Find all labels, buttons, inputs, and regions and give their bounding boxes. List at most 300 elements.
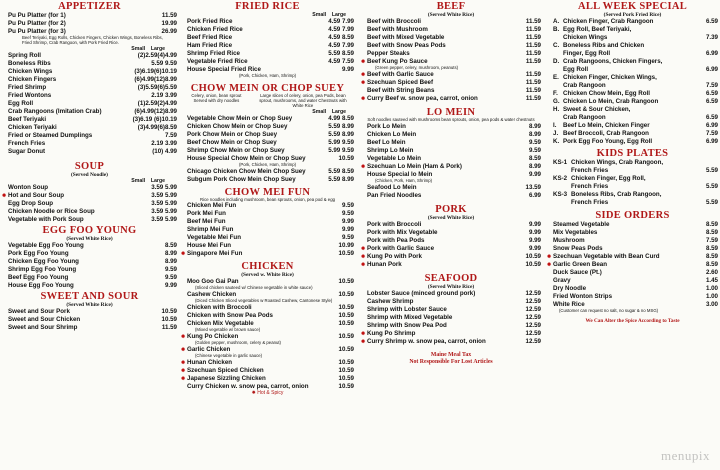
item-name: French Fries — [571, 167, 609, 174]
item-name: Boneless Ribs, Crab Rangoon, — [571, 191, 662, 198]
menu-item — [361, 18, 541, 26]
item-name: House Special lo Mein — [367, 170, 433, 178]
item-price: 9.59 — [341, 234, 354, 242]
item-name: Beef with Broccoli — [367, 18, 421, 25]
beef-subtitle: (Served White Rice) — [427, 12, 475, 18]
item-name: Pu Pu Platter (for 1) — [8, 12, 66, 19]
chow-mei-fun-note: Rice noodles including mushroom, bean sprouts, onion, pea pod & egg — [200, 196, 335, 202]
item-name: Shrimp Chow Mein or Chop Suey — [187, 146, 285, 154]
item-note: (Mixed vegetable w/ brown sauce) — [195, 327, 261, 333]
egg-foo-young-subtitle: (Served White Rice) — [66, 235, 113, 242]
item-price: 2.19 3.99 — [151, 91, 177, 99]
item-name: Pork Lo Mein — [367, 122, 406, 130]
item-name: Sweet and Sour Pork — [8, 307, 70, 315]
menu-item — [361, 298, 541, 306]
item-price: 10.59 — [525, 260, 541, 268]
item-name: Shrimp with Mixed Vegetable — [367, 313, 453, 321]
menu-item — [547, 293, 718, 301]
item-name: Pork Fried Rice — [187, 18, 233, 25]
item-price: 12.59 — [525, 297, 541, 305]
item-price: 10.59 — [338, 374, 354, 382]
item-name: Duck Sauce (Pt.) — [553, 269, 602, 276]
item-name: Chicken Finger, Crab Rangoon — [563, 18, 654, 25]
item-price: 10.59 — [338, 312, 354, 320]
all-week-subtitle: (Served Pork Fried Rice) — [603, 12, 662, 18]
item-price: 3.59 5.99 — [151, 183, 177, 191]
item-price: (6)4.99(12)8.99 — [134, 75, 177, 83]
item-name: Pork with Mix Vegetable — [367, 228, 438, 236]
menu-item — [2, 52, 177, 60]
item-price: 4.59 7.99 — [328, 42, 354, 49]
item-price: 12.59 — [525, 329, 541, 337]
menu-item — [361, 237, 541, 245]
item-name: Chicken Chow Mein or Chop Suey — [187, 122, 288, 130]
menu-item — [2, 140, 177, 148]
item-price: 10.59 — [338, 382, 354, 390]
menu-item — [361, 192, 541, 200]
item-price: 7.39 — [705, 34, 718, 41]
watermark-logo: menupix — [661, 448, 710, 463]
column-3 — [361, 0, 541, 470]
item-price: 8.59 — [705, 221, 718, 228]
chicken-subtitle: (Served w. White Rice) — [241, 272, 294, 279]
item-price: 5.59 — [705, 183, 718, 190]
item-name: Shrimp with Snow Pea Pod — [367, 321, 447, 329]
menu-item — [547, 237, 718, 245]
menu-item — [547, 285, 718, 293]
menu-item — [361, 245, 541, 253]
menu-item — [547, 277, 718, 285]
item-price: 5.59 8.59 — [328, 50, 354, 57]
item-name: Pork with Pea Pods — [367, 236, 425, 244]
item-name: House Special Fried Rice — [187, 66, 261, 73]
item-name: Szechuan Lo Mein (Ham & Pork) — [367, 162, 462, 170]
item-name: Gravy — [553, 277, 571, 284]
item-price: 3.59 5.99 — [151, 215, 177, 223]
menu-item — [2, 324, 177, 332]
item-price: (3)5.59(6)5.59 — [137, 83, 177, 91]
item-name: Kung Po Chicken — [187, 333, 239, 341]
item-price: 9.99 — [341, 226, 354, 234]
egg-foo-young-heading: EGG FOO YOUNG — [42, 224, 137, 236]
menu-item — [361, 163, 541, 171]
item-name: Chicken Mix Vegetable — [187, 320, 254, 328]
item-price: 5.59 8.99 — [328, 175, 354, 183]
item-name: Beef Lo Mein, Chicken Finger — [563, 122, 650, 129]
menu-item — [181, 139, 354, 147]
item-name: Egg Roll — [563, 66, 589, 73]
pork-heading: PORK — [435, 203, 467, 215]
menu-item — [547, 167, 718, 175]
item-price: 12.59 — [525, 289, 541, 297]
item-price: 11.59 — [525, 34, 541, 41]
item-price: 8.59 — [705, 245, 718, 252]
item-name: Egg Roll, Beef Teriyaki, — [563, 26, 632, 33]
item-price: 12.59 — [525, 337, 541, 345]
item-price: 3.00 — [705, 301, 718, 308]
lost-articles-note: Not Responsible For Lost Articles — [409, 358, 493, 365]
side-note: (Customer can request no salt, no sugar & no MSG) — [559, 308, 659, 313]
item-name: Szechuan Vegetable with Bean Curd — [553, 253, 660, 260]
item-price: 1.00 — [705, 293, 718, 300]
item-price: 9.99 — [341, 66, 354, 73]
item-price: (3)6.19(6)10.19 — [134, 67, 177, 75]
item-price: 3.59 5.99 — [151, 199, 177, 207]
menu-item — [547, 106, 718, 114]
item-name: Mushroom — [553, 237, 585, 244]
item-note: (Green pepper, celery, mushroom, peanuts) — [375, 65, 459, 70]
item-price: 4.99 8.59 — [328, 114, 354, 122]
item-price: 12.59 — [525, 305, 541, 313]
item-price: 9.99 — [528, 228, 541, 236]
item-name: Beef with Mushroom — [367, 26, 428, 33]
item-name: Sweet and Sour Shrimp — [8, 323, 78, 331]
menu-item — [181, 147, 354, 155]
item-name: Beef Kung Po Sauce — [367, 58, 428, 65]
item-name: Shrimp Fried Rice — [187, 50, 240, 57]
item-name: Chicken Wings, Crab Rangoon, — [571, 159, 664, 166]
menu-item — [2, 124, 177, 132]
item-name: Chicken Chow Mein, Egg Roll — [563, 90, 650, 97]
lo-mein-note: Soft noodles sauteed with mushrooms bean sprouts, onion, pea pods & water chestnuts — [367, 116, 535, 122]
fried-rice-heading: FRIED RICE — [235, 1, 300, 12]
chow-mei-fun-heading: CHOW MEI FUN — [224, 186, 311, 198]
item-price: 10.59 — [338, 320, 354, 328]
item-name: Pork Mei Fun — [187, 210, 226, 218]
soup-heading: SOUP — [74, 160, 105, 172]
menu-item — [361, 229, 541, 237]
menu-item — [547, 191, 718, 199]
item-price: 2.60 — [705, 269, 718, 276]
item-name: Beef Fried Rice — [187, 34, 233, 41]
item-price: 5.59 8.99 — [328, 122, 354, 130]
chow-mein-house-note: (Pork, Chicken, Ham, Shrimp) — [238, 161, 297, 167]
menu-item — [181, 131, 354, 139]
item-name: Egg Roll — [8, 99, 34, 107]
item-name: Sweet & Sour Chicken, — [563, 106, 631, 113]
item-name: Boneless Ribs and Chicken — [563, 42, 645, 49]
all-week-heading: ALL WEEK SPECIAL — [577, 1, 688, 12]
menu-item — [2, 216, 177, 224]
item-name: Hunan Pork — [367, 260, 402, 268]
appetizer-heading: APPETIZER — [58, 1, 121, 12]
item-price: 8.59 — [705, 229, 718, 236]
item-name: Cashew Chicken — [187, 291, 237, 299]
menu-item — [2, 60, 177, 68]
menu-item — [361, 314, 541, 322]
item-name: Chicken Noodle or Rice Soup — [8, 207, 95, 215]
item-name: Finger, Egg Roll — [563, 50, 611, 57]
item-price: 9.59 — [341, 210, 354, 218]
item-name: Beef with String Beans — [367, 86, 435, 94]
item-price: 8.99 — [528, 162, 541, 170]
item-name: Shrimp with Lobster Sauce — [367, 305, 447, 313]
item-name: Garlic Green Bean — [553, 261, 607, 268]
menu-item — [181, 34, 354, 42]
item-code: D. — [553, 58, 560, 65]
menu-item — [547, 74, 718, 82]
item-price: 5.59 — [705, 199, 718, 206]
item-price: 5.59 — [705, 167, 718, 174]
item-name: Fried Wontons — [8, 91, 52, 99]
chow-mein-note-left: Celery, onion, bean sprout Served with dry noodles — [191, 92, 242, 103]
menu-item — [547, 114, 718, 122]
menu-item — [2, 20, 177, 28]
menu-item — [2, 92, 177, 100]
item-price: 11.59 — [525, 42, 541, 49]
chow-mein-heading: CHOW MEIN OR CHOP SUEY — [190, 82, 345, 94]
item-name: Fried or Steamed Dumplings — [8, 131, 93, 139]
item-name: Pu Pu Platter (for 3) — [8, 28, 66, 35]
menu-item — [547, 90, 718, 98]
item-price: 11.59 — [525, 70, 541, 78]
item-name: Egg Drop Soup — [8, 199, 54, 207]
menu-item — [361, 71, 541, 79]
side-heading: SIDE ORDERS — [595, 210, 670, 221]
item-name: Pork Egg Foo Young, Egg Roll — [563, 138, 653, 145]
menu-item — [2, 200, 177, 208]
item-price: (6)4.99(12)8.99 — [134, 107, 177, 115]
item-name: House Special Chow Mein or Chop Suey — [187, 154, 306, 162]
menu-item — [361, 221, 541, 229]
menu-item — [547, 159, 718, 167]
item-name: Japanese Sizzling Chicken — [187, 374, 266, 382]
item-name: Pork with Garlic Sauce — [367, 244, 435, 252]
item-price: 9.99 — [528, 170, 541, 178]
item-code: A. — [553, 18, 560, 25]
menu-item — [2, 308, 177, 316]
item-name: Chicken with Snow Pea Pods — [187, 312, 273, 320]
item-name: Fried Shrimp — [8, 83, 47, 91]
fried-rice-note: (Pork, Chicken, Ham, Shrimp) — [238, 73, 297, 78]
menu-item — [361, 87, 541, 95]
item-code: E. — [553, 74, 559, 81]
item-name: Steamed Vegetable — [553, 221, 610, 228]
item-price: 4.59 7.99 — [328, 18, 354, 25]
seafood-subtitle: (Served White Rice) — [427, 283, 475, 290]
menu-item — [547, 130, 718, 138]
menu-item — [547, 98, 718, 106]
item-price: 5.59 9.59 — [151, 59, 177, 67]
menu-item — [547, 34, 718, 42]
item-price: 11.59 — [525, 18, 541, 25]
item-name: Pork Chow Mein or Chop Suey — [187, 130, 278, 138]
menu-item — [547, 269, 718, 277]
item-name: Sugar Donut — [8, 147, 46, 155]
item-name: Shrimp Egg Foo Young — [8, 265, 77, 273]
menu-item — [181, 359, 354, 367]
appetizer-size-header: Small Large — [131, 45, 165, 52]
item-price: 3.59 5.99 — [151, 207, 177, 215]
fried-rice-size-header: Small Large — [312, 12, 346, 18]
menu-item — [361, 26, 541, 34]
item-name: Chicken Egg Foo Young — [8, 257, 79, 265]
item-code: G. — [553, 98, 560, 105]
item-name: Chicken Fingers — [8, 75, 57, 83]
menu-item — [181, 58, 354, 66]
item-name: Chicken with Broccoli — [187, 304, 252, 312]
item-price: 6.99 — [705, 66, 718, 73]
item-name: House Egg Foo Young — [8, 281, 74, 289]
item-name: Curry Shrimp w. snow pea, carrot, onion — [367, 337, 486, 345]
item-name: Lobster Sauce (minced ground pork) — [367, 289, 476, 297]
menu-item — [361, 79, 541, 87]
menu-item — [2, 242, 177, 250]
item-price: 13.59 — [525, 183, 541, 191]
item-price: (2)2.59(4)4.99 — [137, 51, 177, 59]
item-price: 11.59 — [525, 94, 541, 102]
item-name: Beef Mei Fun — [187, 218, 226, 226]
item-code: F. — [553, 90, 558, 97]
menu-item — [2, 208, 177, 216]
item-price: 8.99 — [164, 257, 177, 265]
soup-subtitle: (Served Noodle) — [71, 171, 108, 178]
pupu-note: Beef Teriyaki, Egg Rolls, Chicken Fingers, Chicken Wings, Boneless Ribs, Fried Shrimp, Crab Rangoon, with Pork Fried Rice. — [22, 35, 163, 45]
item-name: Beef with Snow Peas Pods — [367, 42, 446, 49]
item-price: 7.59 — [705, 82, 718, 89]
item-name: Snow Peas Pods — [553, 245, 603, 252]
item-price: 9.59 — [341, 202, 354, 210]
menu-item — [547, 58, 718, 66]
item-name: Chicken Finger, Egg Roll, — [571, 175, 646, 182]
item-name: Chicken Finger, Chicken Wings, — [563, 74, 657, 81]
item-name: Hunan Chicken — [187, 358, 233, 366]
item-price: 11.59 — [525, 86, 541, 94]
menu-item — [181, 242, 354, 250]
menu-item — [547, 26, 718, 34]
item-price: 5.59 8.59 — [328, 167, 354, 175]
item-price: 10.59 — [338, 346, 354, 354]
item-price: 5.59 8.99 — [328, 130, 354, 138]
item-price: 6.99 — [528, 191, 541, 199]
item-price: 10.59 — [338, 291, 354, 299]
item-name: Chicken Wings — [8, 67, 53, 75]
menu-item — [361, 139, 541, 147]
item-name: Singapore Mei Fun — [187, 250, 243, 258]
item-price: 12.59 — [525, 313, 541, 321]
column-4 — [547, 0, 718, 470]
item-name: Beef Chow Mein or Chop Suey — [187, 138, 277, 146]
menu-item — [361, 330, 541, 338]
item-price: 6.59 — [705, 114, 718, 121]
item-name: Pan Fried Noodles — [367, 191, 422, 199]
item-price: 10.59 — [338, 333, 354, 341]
item-name: Fried Wonton Strips — [553, 293, 613, 300]
item-code: KS-1 — [553, 159, 568, 166]
menu-item — [181, 50, 354, 58]
item-price: 9.99 — [528, 236, 541, 244]
menu-item — [2, 258, 177, 266]
menu-item — [547, 18, 718, 26]
menu-item — [547, 245, 718, 253]
sweet-sour-subtitle: (Served White Rice) — [66, 301, 113, 308]
sweet-sour-heading: SWEET AND SOUR — [40, 290, 139, 302]
item-price: 9.59 — [528, 146, 541, 154]
item-name: Crab Rangoons (Imitation Crab) — [8, 107, 102, 115]
menu-item — [547, 175, 718, 183]
item-price: (3)4.99(6)8.59 — [137, 123, 177, 131]
item-price: 11.59 — [161, 12, 177, 19]
menu-item — [547, 42, 718, 50]
item-name: Crab Rangoon — [563, 82, 606, 89]
item-price: 26.99 — [161, 28, 177, 35]
item-price: 6.99 — [705, 122, 718, 129]
item-name: Beef Broccoli, Crab Rangoon — [563, 130, 649, 137]
item-name: Beef with Garlic Sauce — [367, 70, 434, 78]
item-name: Vegetable Mei Fun — [187, 234, 241, 242]
item-price: 8.59 — [705, 253, 718, 260]
item-name: Pu Pu Platter (for 2) — [8, 20, 66, 27]
item-price: 10.59 — [161, 307, 177, 315]
item-name: Vegetable Fried Rice — [187, 58, 248, 65]
chicken-heading: CHICKEN — [241, 261, 294, 273]
item-price: 9.99 — [164, 281, 177, 289]
item-name: Pork Egg Foo Young — [8, 249, 69, 257]
meal-tax-note: Maine Meal Tax — [430, 351, 472, 358]
item-name: White Rice — [553, 301, 585, 308]
item-name: Chicago Chicken Chow Mein Chop Suey — [187, 167, 306, 175]
menu-item — [181, 250, 354, 258]
menu-item — [2, 108, 177, 116]
item-price: 1.00 — [705, 285, 718, 292]
item-name: Beef with Mixed Vegetable — [367, 34, 445, 41]
item-name: Moo Goo Gai Pan — [187, 278, 239, 286]
menu-item — [361, 261, 541, 269]
menu-item — [181, 123, 354, 131]
item-code: K. — [553, 138, 560, 145]
menu-item — [361, 184, 541, 192]
item-price: 8.99 — [528, 122, 541, 130]
item-name: Kung Po Shrimp — [367, 329, 416, 337]
item-name: Sweet and Sour Chicken — [8, 315, 81, 323]
item-name: Shrimp Lo Mein — [367, 146, 414, 154]
item-name: Beef Teriyaki — [8, 115, 47, 123]
pork-subtitle: (Served White Rice) — [427, 214, 475, 221]
item-name: Spring Roll — [8, 51, 41, 59]
menu-item — [361, 253, 541, 261]
item-name: Curry Chicken w. snow pea, carrot, onion — [187, 382, 309, 390]
item-name: Chicken Fried Rice — [187, 26, 243, 33]
item-price: 4.59 7.59 — [328, 58, 354, 65]
menu-item — [2, 76, 177, 84]
menu-item — [181, 218, 354, 226]
menu-item — [547, 50, 718, 58]
item-price: 7.59 — [705, 130, 718, 137]
item-price: 7.59 — [164, 131, 177, 139]
menu-item — [181, 367, 354, 375]
chow-mein-note-right: Large slices of celery, onion, pea Pods, bean sprout, mushrooms, and water Chestnuts with White Rice — [259, 92, 347, 108]
item-name: French Fries — [571, 199, 609, 206]
menu-item — [547, 138, 718, 146]
item-price: 8.59 — [164, 241, 177, 249]
item-price: 10.59 — [161, 315, 177, 323]
item-name: Hot and Sour Soup — [8, 191, 65, 199]
item-name: Beef Egg Foo Young — [8, 273, 69, 281]
item-price: 4.59 8.59 — [328, 34, 354, 41]
item-price: 1.45 — [705, 277, 718, 284]
item-name: Chicken Teriyaki — [8, 123, 57, 131]
menu-item — [361, 34, 541, 42]
lo-mein-heading: LO MEIN — [426, 106, 476, 118]
menu-item — [181, 26, 354, 34]
item-price: 10.99 — [338, 242, 354, 250]
menu-item — [547, 66, 718, 74]
item-price: 8.59 — [528, 154, 541, 162]
item-price: (3)6.19 (6)10.19 — [132, 115, 177, 123]
menu-item — [361, 290, 541, 298]
item-name: French Fries — [8, 139, 46, 147]
item-name: House Mei Fun — [187, 242, 232, 250]
